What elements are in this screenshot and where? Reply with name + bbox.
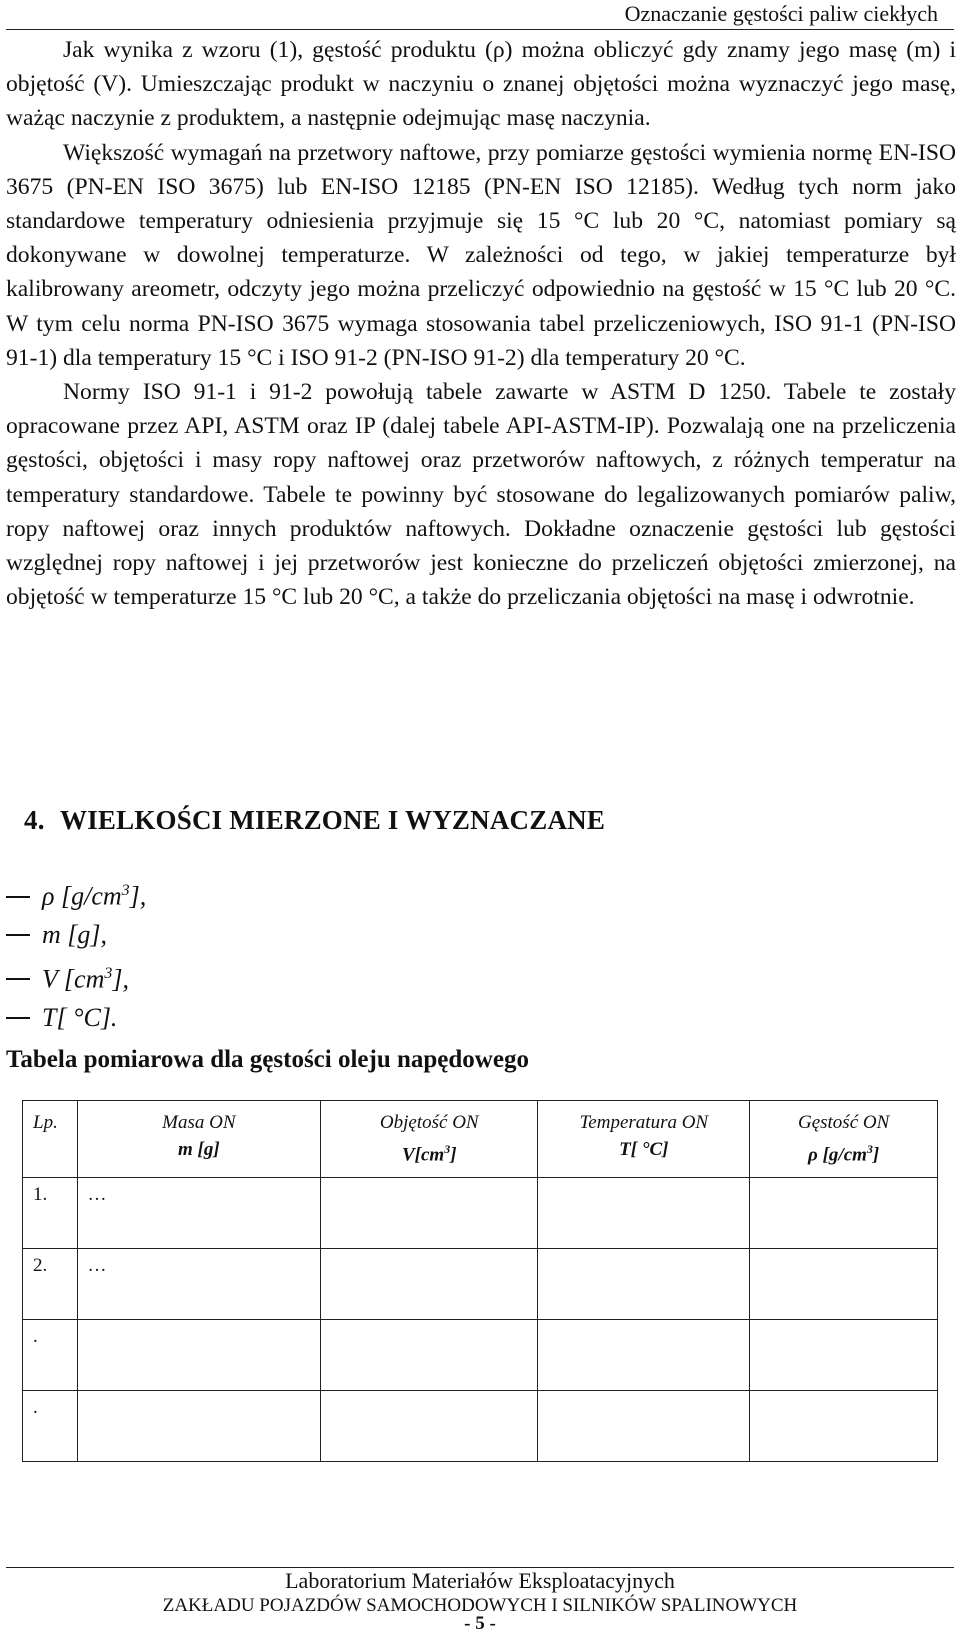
cell-temperature bbox=[538, 1320, 750, 1391]
cell-density bbox=[750, 1320, 938, 1391]
cell-lp: 2. bbox=[23, 1249, 78, 1320]
header-temperature: Temperatura ON T[ °C] bbox=[538, 1101, 750, 1178]
table-row bbox=[23, 1391, 938, 1462]
dash-bullet bbox=[6, 896, 30, 898]
dash-bullet bbox=[6, 1017, 30, 1019]
header-volume: Objętość ON $V[cm^3]$ bbox=[321, 1101, 538, 1178]
table-row bbox=[23, 1320, 938, 1391]
header-mass: Masa ON m [g] bbox=[77, 1101, 321, 1178]
header-density: Gęstość ON ρ $[g/cm^3]$ bbox=[750, 1101, 938, 1178]
cell-density bbox=[750, 1391, 938, 1462]
dash-bullet bbox=[6, 934, 30, 936]
cell-mass bbox=[77, 1320, 321, 1391]
cell-mass: … bbox=[77, 1178, 321, 1249]
section-title: WIELKOŚCI MIERZONE I WYZNACZANE bbox=[60, 805, 606, 835]
table-header-row bbox=[23, 1101, 938, 1178]
header-lp: Lp. bbox=[23, 1101, 78, 1178]
measurement-table bbox=[22, 1100, 938, 1462]
footer-department: ZAKŁADU POJAZDÓW SAMOCHODOWYCH I SILNIKÓW SPALINOWYCH bbox=[162, 1595, 798, 1616]
cell-lp: . bbox=[23, 1320, 78, 1391]
cell-temperature bbox=[538, 1249, 750, 1320]
quantity-temperature: T[ °C]. bbox=[6, 999, 146, 1038]
table-row bbox=[23, 1249, 938, 1320]
cell-lp: 1. bbox=[23, 1178, 78, 1249]
header-rule bbox=[6, 29, 954, 30]
footer-lab-name: Laboratorium Materiałów Eksploatacyjnych bbox=[285, 1568, 675, 1593]
cell-mass: … bbox=[77, 1249, 321, 1320]
cell-density bbox=[750, 1178, 938, 1249]
cell-volume bbox=[321, 1391, 538, 1462]
cell-volume bbox=[321, 1249, 538, 1320]
cell-lp: . bbox=[23, 1391, 78, 1462]
quantity-density: ρ $[g/cm^3]$, bbox=[6, 872, 146, 916]
dash-bullet bbox=[6, 978, 30, 980]
cell-temperature bbox=[538, 1391, 750, 1462]
cell-temperature bbox=[538, 1178, 750, 1249]
cell-mass bbox=[77, 1391, 321, 1462]
body-text bbox=[6, 33, 956, 614]
paragraph-2: Większość wymagań na przetwory naftowe, przy pomiarze gęstości wymienia normę EN-ISO 3675 (PN-EN ISO 3675) lub EN-ISO 12185 (PN-EN ISO 12185). Według tych norm jako standardowe temperatury odniesienia przyjmuje się 15 °C lub 20 °C, natomiast pomiary są dokonywane w dowolnej temperaturze. W zależności od tego, w jakiej temperaturze był kalibrowany areometr, odczyty jego można przeliczyć odpowiednio na gęstość w 15 °C lub 20 °C. W tym celu norma PN-ISO 3675 wymaga stosowania tabel przeliczeniowych, ISO 91-1 (PN-ISO 91-1) dla temperatury 15 °C i ISO 91-2 (PN-ISO 91-2) dla temperatury 20 °C. bbox=[6, 139, 956, 371]
cell-volume bbox=[321, 1320, 538, 1391]
section-number: 4. bbox=[24, 805, 45, 835]
section-heading bbox=[24, 805, 605, 836]
quantity-mass: m [g], bbox=[6, 916, 146, 955]
running-header: Oznaczanie gęstości paliw ciekłych bbox=[624, 1, 938, 26]
table-row bbox=[23, 1178, 938, 1249]
table-title: Tabela pomiarowa dla gęstości oleju napędowego bbox=[6, 1046, 529, 1073]
cell-density bbox=[750, 1249, 938, 1320]
quantity-volume: V $[cm^3]$, bbox=[6, 955, 146, 999]
page-number: - 5 - bbox=[464, 1613, 496, 1634]
cell-volume bbox=[321, 1178, 538, 1249]
paragraph-1: Jak wynika z wzoru (1), gęstość produktu (ρ) można obliczyć gdy znamy jego masę (m) i objętość (V). Umieszczając produkt w naczyniu o znanej objętości można wyznaczyć jego masę, ważąc naczynie z produktem, a następnie odejmując masę naczynia. bbox=[6, 37, 956, 132]
paragraph-3: Normy ISO 91-1 i 91-2 powołują tabele zawarte w ASTM D 1250. Tabele te zostały opracowane przez API, ASTM oraz IP (dalej tabele API-ASTM-IP). Pozwalają one na przeliczenia gęstości, objętości i masy ropy naftowej oraz przetworów naftowych, z różnych temperatur na temperatury standardowe. Tabele te powinny być stosowane do legalizowanych pomiarów paliw, ropy naftowej oraz innych produktów naftowych. Dokładne oznaczenie gęstości lub gęstości względnej ropy naftowej i jej przetworów jest konieczne do przeliczeń objętości zmierzonej, na objętość w temperaturze 15 °C lub 20 °C, a także do przeliczania objętości na masę i odwrotnie. bbox=[6, 379, 956, 611]
quantities-list bbox=[6, 872, 146, 1037]
